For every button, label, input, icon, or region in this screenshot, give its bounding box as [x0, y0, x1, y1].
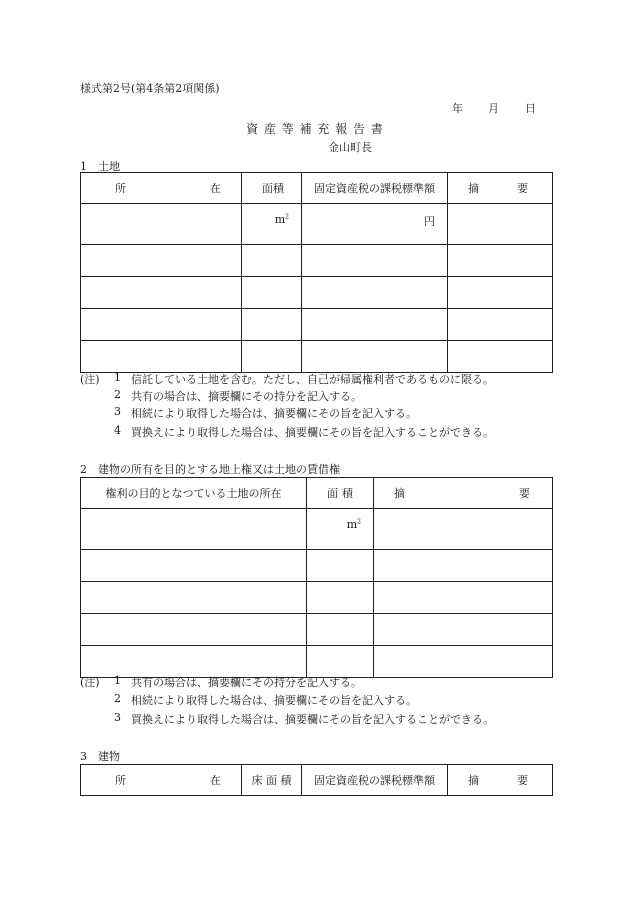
location-cell[interactable]	[81, 550, 307, 582]
location-cell[interactable]	[81, 245, 242, 277]
land-table	[80, 172, 553, 373]
form-label: 様式第2号(第4条第2項関係)	[80, 82, 220, 95]
area-cell[interactable]	[307, 550, 374, 582]
header-remarks: 摘 要	[448, 173, 553, 204]
addressee: 金山町長	[328, 141, 372, 154]
remarks-cell[interactable]	[374, 509, 553, 550]
leasehold-table	[80, 477, 553, 678]
tax-base-cell[interactable]: 円	[302, 204, 448, 245]
table-row	[81, 245, 553, 277]
remarks-cell[interactable]	[448, 245, 553, 277]
tax-base-cell[interactable]	[302, 245, 448, 277]
note-text: 買換えにより取得した場合は、摘要欄にその旨を記入することができる。	[131, 713, 494, 726]
note-text: 信託している土地を含む。ただし、自己が帰属権利者であるものに限る。	[131, 373, 494, 386]
area-cell[interactable]	[307, 614, 374, 646]
area-cell[interactable]: $m^2$	[307, 509, 374, 550]
header-floor-area: 床 面 積	[242, 765, 302, 796]
date-month-label: 月	[488, 102, 499, 115]
note-number: 4	[114, 424, 121, 437]
building-table	[80, 764, 553, 796]
section2-heading: 2 建物の所有を目的とする地上権又は土地の賃借権	[80, 463, 340, 476]
area-cell[interactable]	[242, 245, 302, 277]
header-remarks: 摘 要	[448, 765, 553, 796]
section3-heading: 3 建物	[80, 750, 120, 763]
section1-heading: 1 土地	[80, 160, 120, 173]
header-remarks: 摘 要	[374, 478, 553, 509]
document-title: 資 産 等 補 充 報 告 書	[246, 122, 384, 136]
header-tax-base: 固定資産税の課税標準額	[302, 173, 448, 204]
tax-base-cell[interactable]	[302, 309, 448, 341]
location-cell[interactable]	[81, 341, 242, 373]
remarks-cell[interactable]	[374, 646, 553, 678]
tax-base-cell[interactable]	[302, 341, 448, 373]
area-cell[interactable]: $m^2$	[242, 204, 302, 245]
table-header-row	[81, 765, 553, 796]
location-cell[interactable]	[81, 614, 307, 646]
header-area: 面 積	[307, 478, 374, 509]
header-location: 権利の目的となつている土地の所在	[81, 478, 307, 509]
area-cell[interactable]	[242, 341, 302, 373]
note-text: 相続により取得した場合は、摘要欄にその旨を記入する。	[131, 694, 417, 707]
tax-base-cell[interactable]	[302, 277, 448, 309]
table-row	[81, 646, 553, 678]
note-number: 3	[114, 711, 121, 724]
section2-notes-prefix: (注)	[80, 676, 100, 689]
section1-notes-prefix: (注)	[80, 373, 100, 386]
note-text: 買換えにより取得した場合は、摘要欄にその旨を記入することができる。	[131, 426, 494, 439]
table-header-row	[81, 173, 553, 204]
note-text: 共有の場合は、摘要欄にその持分を記入する。	[131, 676, 362, 689]
note-number: 2	[114, 692, 121, 705]
note-text: 共有の場合は、摘要欄にその持分を記入する。	[131, 390, 362, 403]
remarks-cell[interactable]	[374, 550, 553, 582]
location-cell[interactable]	[81, 582, 307, 614]
location-cell[interactable]	[81, 204, 242, 245]
table-row	[81, 509, 553, 550]
area-cell[interactable]	[307, 582, 374, 614]
table-header-row	[81, 478, 553, 509]
remarks-cell[interactable]	[374, 582, 553, 614]
table-row	[81, 277, 553, 309]
remarks-cell[interactable]	[448, 204, 553, 245]
note-text: 相続により取得した場合は、摘要欄にその旨を記入する。	[131, 407, 417, 420]
remarks-cell[interactable]	[448, 341, 553, 373]
note-number: 1	[114, 371, 121, 384]
location-cell[interactable]	[81, 277, 242, 309]
location-cell[interactable]	[81, 646, 307, 678]
remarks-cell[interactable]	[448, 277, 553, 309]
table-row	[81, 341, 553, 373]
table-row	[81, 550, 553, 582]
table-row	[81, 582, 553, 614]
header-area: 面 積	[242, 173, 302, 204]
table-row	[81, 309, 553, 341]
location-cell[interactable]	[81, 309, 242, 341]
remarks-cell[interactable]	[374, 614, 553, 646]
table-row	[81, 614, 553, 646]
date-day-label: 日	[525, 102, 536, 115]
table-row	[81, 204, 553, 245]
location-cell[interactable]	[81, 509, 307, 550]
remarks-cell[interactable]	[448, 309, 553, 341]
note-number: 2	[114, 388, 121, 401]
header-location: 所 在	[81, 765, 242, 796]
header-location: 所 在	[81, 173, 242, 204]
header-tax-base: 固定資産税の課税標準額	[302, 765, 448, 796]
note-number: 1	[114, 674, 121, 687]
area-cell[interactable]	[242, 277, 302, 309]
area-cell[interactable]	[307, 646, 374, 678]
area-cell[interactable]	[242, 309, 302, 341]
note-number: 3	[114, 405, 121, 418]
date-year-label: 年	[452, 102, 463, 115]
